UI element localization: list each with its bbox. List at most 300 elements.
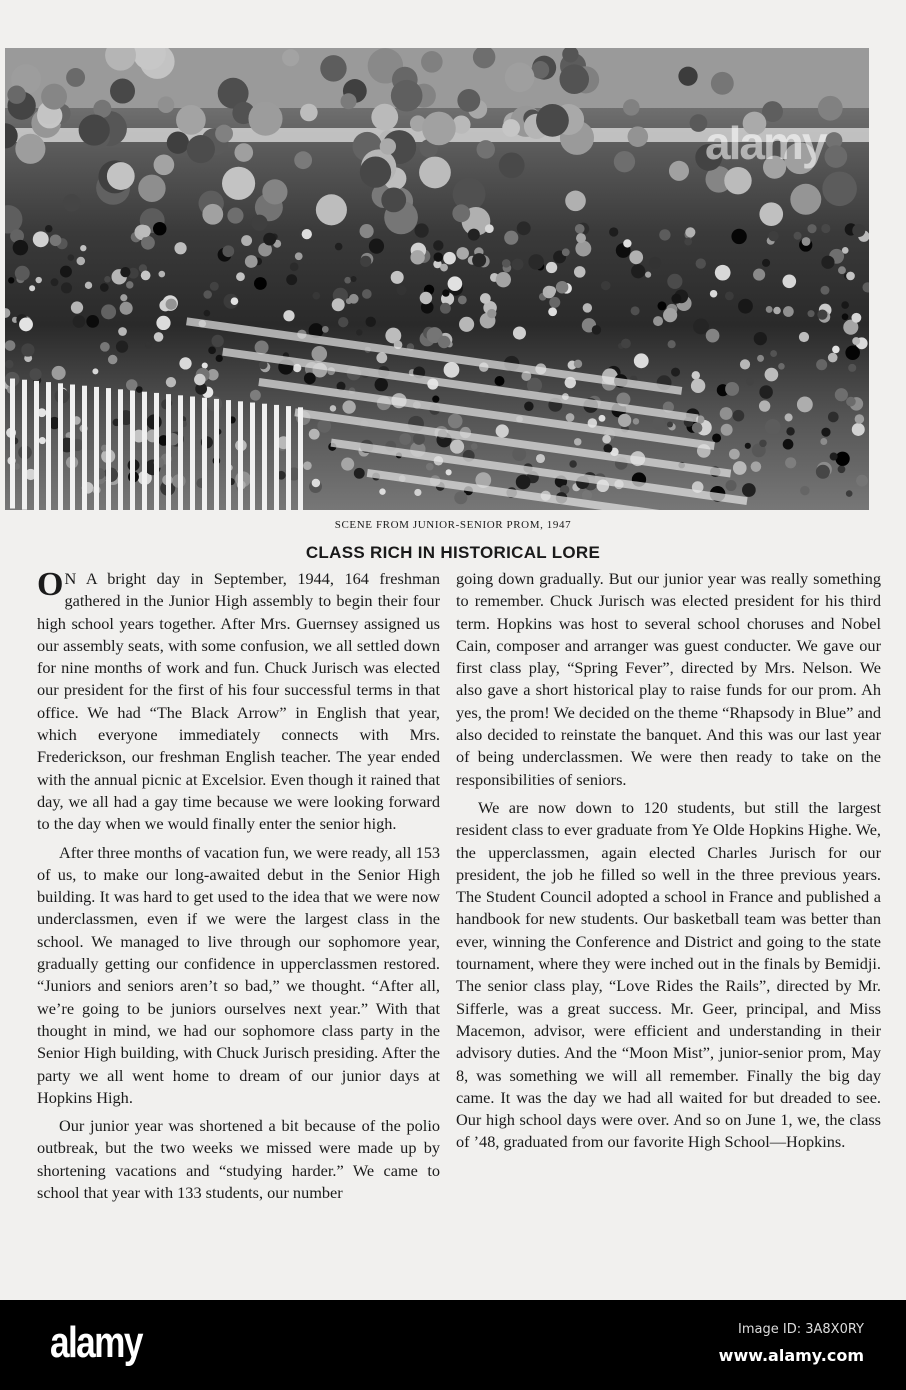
crowd-figure [468, 229, 480, 241]
fence-picket [190, 397, 195, 511]
crowd-figure [649, 257, 661, 269]
crowd-figure [816, 359, 827, 370]
crowd-figure [283, 310, 294, 321]
crowd-figure [116, 341, 128, 353]
crowd-figure [295, 252, 303, 260]
crowd-figure [309, 429, 320, 440]
crowd-figure [668, 340, 676, 348]
crowd-figure [759, 440, 766, 447]
balloon [759, 202, 783, 226]
crowd-figure [456, 247, 469, 260]
crowd-figure [753, 269, 765, 281]
balloon [227, 208, 243, 224]
crowd-figure [231, 297, 239, 305]
crowd-figure [85, 282, 92, 289]
watermark-footer [0, 1300, 906, 1390]
crowd-figure [667, 274, 682, 289]
fence-picket [82, 386, 87, 510]
crowd-figure [807, 310, 814, 317]
crowd-figure [158, 271, 165, 278]
crowd-figure [848, 364, 856, 372]
crowd-figure [546, 262, 557, 273]
crowd-figure [566, 413, 575, 422]
article-right-column [456, 568, 881, 1160]
crowd-figure [838, 465, 846, 473]
crowd-figure [216, 355, 223, 362]
fence-picket [46, 382, 51, 510]
balloon [477, 140, 495, 158]
alamy-logo: alamy [50, 1318, 142, 1367]
balloon [565, 191, 586, 212]
crowd-figure [536, 454, 545, 463]
crowd-figure [236, 272, 245, 281]
crowd-figure [338, 317, 348, 327]
crowd-figure [86, 315, 99, 328]
crowd-figure [45, 225, 53, 233]
crowd-figure [845, 345, 860, 360]
crowd-figure [485, 224, 494, 233]
drop-cap: O [37, 566, 64, 603]
crowd-figure [290, 262, 299, 271]
crowd-figure [663, 308, 677, 322]
crowd-figure [821, 256, 834, 269]
balloon [41, 84, 67, 110]
crowd-figure [438, 336, 450, 348]
crowd-figure [145, 342, 152, 349]
crowd-figure [222, 245, 234, 257]
crowd-figure [472, 253, 486, 267]
fence-picket [58, 383, 63, 510]
balloon [452, 204, 470, 222]
balloon [790, 184, 821, 215]
balloon [502, 119, 520, 137]
crowd-figure [742, 483, 756, 497]
crowd-figure [118, 327, 127, 336]
balloon [107, 162, 135, 190]
crowd-figure [303, 461, 312, 470]
crowd-figure [100, 342, 110, 352]
balloon [422, 112, 456, 146]
crowd-figure [19, 317, 33, 331]
crowd-figure [816, 465, 830, 479]
crowd-figure [785, 457, 796, 468]
crowd-figure [480, 293, 491, 304]
crowd-figure [434, 252, 443, 261]
crowd-figure [52, 366, 66, 380]
crowd-figure [410, 250, 424, 264]
crowd-figure [783, 439, 794, 450]
crowd-figure [208, 347, 216, 355]
crowd-figure [547, 286, 556, 295]
crowd-figure [821, 428, 830, 437]
crowd-figure [800, 486, 809, 495]
fence-picket [298, 407, 303, 510]
article-title: CLASS RICH IN HISTORICAL LORE [305, 543, 601, 562]
paragraph [37, 568, 440, 836]
crowd-figure [778, 363, 785, 370]
crowd-figure [414, 489, 421, 496]
balloon [154, 154, 175, 175]
fence-picket [130, 391, 135, 511]
crowd-figure [838, 266, 846, 274]
crowd-figure [51, 278, 59, 286]
crowd-figure [330, 405, 336, 411]
crowd-figure [487, 309, 496, 318]
crowd-figure [302, 229, 312, 239]
balloon [724, 167, 751, 194]
crowd-figure [582, 490, 592, 500]
fence-picket [238, 401, 243, 510]
crowd-figure [120, 302, 133, 315]
crowd-figure [344, 277, 351, 284]
crowd-figure [846, 490, 853, 497]
crowd-figure [141, 271, 151, 281]
crowd-figure [765, 368, 779, 382]
balloon [15, 134, 45, 164]
crowd-figure [671, 294, 681, 304]
crowd-figure [153, 222, 166, 235]
crowd-figure [733, 461, 747, 475]
crowd-figure [574, 438, 581, 445]
crowd-figure [156, 316, 170, 330]
fence-picket [10, 379, 15, 509]
crowd-figure [692, 371, 700, 379]
crowd-figure [631, 306, 640, 315]
crowd-figure [602, 435, 611, 444]
crowd-figure [61, 282, 72, 293]
fence-picket [70, 385, 75, 511]
photo-caption: SCENE FROM JUNIOR-SENIOR PROM, 1947 [334, 519, 572, 531]
crowd-figure [706, 329, 720, 343]
crowd-figure [203, 290, 212, 299]
crowd-figure [174, 242, 186, 254]
crowd-figure [341, 458, 354, 471]
crowd-figure [369, 239, 384, 254]
crowd-figure [685, 227, 695, 237]
crowd-figure [852, 423, 865, 436]
crowd-figure [391, 271, 404, 284]
crowd-figure [740, 359, 750, 369]
crowd-figure [516, 475, 531, 490]
balloon [158, 96, 175, 113]
crowd-figure [766, 306, 773, 313]
balloon [381, 187, 406, 212]
crowd-figure [846, 272, 855, 281]
crowd-figure [322, 326, 329, 333]
crowd-figure [846, 397, 856, 407]
crowd-figure [603, 444, 612, 453]
crowd-figure [855, 414, 865, 424]
crowd-figure [440, 264, 448, 272]
crowd-figure [726, 480, 737, 491]
crowd-figure [442, 289, 449, 296]
balloon [187, 135, 215, 163]
crowd-figure [448, 276, 463, 291]
fence-picket [202, 398, 207, 510]
balloon [222, 167, 255, 200]
crowd-figure [101, 304, 116, 319]
crowd-figure [671, 368, 680, 377]
crowd-figure [548, 307, 557, 316]
balloon [391, 80, 423, 112]
crowd-figure [693, 318, 709, 334]
balloon [711, 72, 734, 95]
crowd-figure [721, 424, 733, 436]
crowd-figure [785, 413, 793, 421]
crowd-figure [725, 382, 739, 396]
balloon [282, 49, 299, 66]
watermark-logo: alamy [705, 117, 826, 169]
crowd-figure [621, 339, 631, 349]
crowd-figure [375, 378, 388, 391]
crowd-figure [762, 259, 770, 267]
crowd-figure [33, 231, 49, 247]
balloon [419, 157, 451, 189]
crowd-figure [835, 452, 849, 466]
crowd-figure [802, 237, 811, 246]
crowd-figure [569, 460, 576, 467]
fence-picket [94, 387, 99, 510]
article-left-column [37, 568, 440, 1210]
crowd-figure [263, 233, 276, 246]
crowd-figure [414, 223, 428, 237]
balloon [63, 194, 81, 212]
crowd-figure [100, 283, 109, 292]
crowd-figure [575, 241, 591, 257]
crowd-figure [851, 313, 861, 323]
crowd-figure [633, 418, 639, 424]
crowd-figure [731, 229, 746, 244]
fence-picket [214, 399, 219, 510]
crowd-figure [799, 332, 809, 342]
crowd-figure [255, 340, 269, 354]
crowd-figure [746, 378, 754, 386]
crowd-figure [657, 301, 666, 310]
fence-picket [286, 406, 291, 510]
crowd-figure [830, 453, 838, 461]
balloon [825, 145, 848, 168]
fence-picket [226, 400, 231, 510]
crowd-figure [210, 282, 219, 291]
balloon [79, 115, 110, 146]
crowd-figure [495, 376, 505, 386]
paragraph: After three months of vacation fun, we were ready, all 153 of us, to make our long-awaited debut in the Senior High building. It was hard to get used to the idea that we were now underclassmen, even if we were the largest class in the school. We managed to live through our sophomore year, gradually getting our confidence in upperclassmen restored. “Juniors and seniors aren’t so bad,” we thought. “After all, we’re going to be juniors ourselves next year.” With that thought in mind, we had our sophomore class party in the Senior High building, with Chuck Jurisch presiding. After the party we all went home to dream of our junior days at Hopkins High. [37, 842, 440, 1107]
crowd-figure [71, 301, 83, 313]
crowd-figure [376, 352, 387, 363]
crowd-figure [360, 256, 371, 267]
crowd-figure [832, 346, 840, 354]
balloon [628, 126, 649, 147]
crowd-figure [562, 248, 570, 256]
balloon [360, 156, 391, 187]
crowd-figure [204, 310, 211, 317]
crowd-figure [342, 400, 355, 413]
crowd-figure [73, 315, 86, 328]
crowd-figure [126, 379, 137, 390]
crowd-figure [574, 360, 582, 368]
crowd-figure [513, 327, 526, 340]
balloon [176, 105, 206, 135]
paragraph: going down gradually. But our junior year was really something to remember. Chuck Jurisch was elected president for his third term. Hopkins was host to several school choruses and Nobel Cain, composer and arranger was guest conducter. We gave our first class play, “Spring Fever”, directed by Mrs. Nelson. We also gave a short historical play to raise funds for our prom. Ah yes, the prom! We decided on the theme “Rhapsody in Blue” and also decided to reinstate the banquet. And this was our last year of being underclassmen. We were then ready to take on the responsibilities of seniors. [456, 569, 881, 789]
balloon [614, 151, 635, 172]
fence-picket [250, 403, 255, 511]
crowd-figure [92, 368, 98, 374]
crowd-figure [835, 388, 848, 401]
crowd-figure [575, 224, 585, 234]
crowd-figure [211, 335, 223, 347]
crowd-figure [241, 235, 252, 246]
balloon [380, 138, 396, 154]
crowd-figure [304, 372, 316, 384]
crowd-figure [852, 337, 860, 345]
crowd-figure [80, 245, 86, 251]
crowd-figure [120, 267, 130, 277]
crowd-figure [454, 491, 467, 504]
crowd-figure [458, 295, 467, 304]
crowd-figure [715, 265, 731, 281]
balloon [248, 102, 282, 136]
crowd-figure [692, 422, 703, 433]
crowd-figure [653, 316, 663, 326]
crowd-figure [623, 239, 631, 247]
crowd-figure [768, 231, 778, 241]
paragraph-text: N A bright day in September, 1944, 164 freshman gathered in the Junior High assembly to begin their four high school years together. After Mrs. Guernsey assigned us our assembly seats, with some confusion, we all settled down for nine months of work and fun. Chuck Jurisch was elected our president for the first of his four successful terms in that office. We had “The Black Arrow” in English that year, which everyone immediately connects with Mrs. Frederickson, our freshman English teacher. The year ended with the annual picnic at Excelsior. Even though it rained that day, we all had a gay time because we were looking forward to the day when we would finally enter the senior high. [37, 569, 440, 834]
crowd-figure [504, 231, 518, 245]
crowd-figure [645, 272, 651, 278]
crowd-figure [426, 463, 434, 471]
balloon [320, 55, 346, 81]
fence-picket [106, 388, 111, 510]
crowd-figure [138, 225, 150, 237]
balloon [202, 204, 223, 225]
crowd-figure [807, 224, 816, 233]
crowd-figure [104, 276, 111, 283]
fence-picket [178, 395, 183, 510]
crowd-figure [166, 299, 177, 310]
crowd-figure [396, 285, 406, 295]
crowd-figure [36, 277, 42, 283]
crowd-figure [194, 374, 206, 386]
crowd-figure [444, 362, 460, 378]
crowd-figure [783, 306, 794, 317]
crowd-figure [821, 224, 830, 233]
crowd-figure [786, 427, 794, 435]
crowd-figure [432, 396, 439, 403]
image-id: Image ID: 3A8X0RY [738, 1322, 864, 1337]
site-url[interactable]: www.alamy.com [718, 1346, 864, 1365]
crowd-figure [754, 332, 767, 345]
crowd-figure [574, 266, 586, 278]
crowd-figure [108, 355, 117, 364]
balloon [623, 99, 640, 116]
balloon [234, 143, 253, 162]
crowd-figure [765, 419, 781, 435]
balloon [669, 161, 689, 181]
crowd-figure [496, 272, 511, 287]
balloon [499, 152, 525, 178]
crowd-figure [136, 386, 143, 393]
balloon [300, 104, 318, 122]
crowd-figure [738, 299, 753, 314]
crowd-figure [629, 250, 643, 264]
crowd-figure [696, 258, 706, 268]
crowd-figure [5, 308, 10, 318]
balloon [316, 194, 347, 225]
crowd-figure [179, 357, 191, 369]
crowd-figure [583, 303, 592, 312]
crowd-figure [379, 488, 385, 494]
crowd-figure [729, 449, 740, 460]
crowd-figure [601, 281, 610, 290]
crowd-figure [440, 303, 451, 314]
crowd-figure [29, 285, 35, 291]
balloon [66, 68, 85, 87]
crowd-figure [733, 410, 745, 422]
crowd-figure [366, 317, 376, 327]
crowd-figure [817, 310, 827, 320]
crowd-figure [502, 259, 511, 268]
fence-picket [22, 380, 27, 510]
crowd-figure [782, 274, 796, 288]
fence-picket [154, 393, 159, 510]
paragraph: Our junior year was shortened a bit because of the polio outbreak, but the two weeks we missed were made up by shortening vacations and “studying harder.” We came to school that year with 133 students, our number [37, 1116, 440, 1203]
crowd-figure [842, 313, 849, 320]
crowd-figure [841, 301, 849, 309]
crowd-figure [759, 400, 770, 411]
crowd-figure [634, 353, 649, 368]
crowd-figure [154, 332, 164, 342]
crowd-figure [828, 353, 838, 363]
crowd-figure [312, 292, 320, 300]
fence-picket [262, 404, 267, 510]
crowd-figure [141, 236, 155, 250]
balloon [294, 151, 312, 169]
crowd-figure [126, 281, 133, 288]
crowd-figure [757, 355, 764, 362]
crowd-figure [351, 276, 357, 282]
crowd-figure [15, 266, 30, 281]
balloon [215, 125, 233, 143]
crowd-figure [413, 433, 425, 445]
crowd-figure [592, 325, 601, 334]
balloon [421, 51, 443, 73]
crowd-figure [356, 329, 362, 335]
crowd-figure [245, 255, 258, 268]
fence-picket [166, 394, 171, 510]
crowd-figure [549, 297, 560, 308]
crowd-figure [13, 240, 28, 255]
crowd-figure [166, 377, 176, 387]
crowd-figure [360, 224, 374, 238]
crowd-figure [797, 397, 813, 413]
crowd-figure [450, 440, 464, 454]
balloon [167, 132, 189, 154]
crowd-figure [618, 414, 631, 427]
balloon [371, 104, 398, 131]
crowd-figure [312, 346, 328, 362]
crowd-figure [120, 294, 127, 301]
crowd-figure [60, 266, 72, 278]
crowd-figure [5, 360, 14, 369]
crowd-figure [609, 227, 618, 236]
crowd-figure [362, 289, 372, 299]
crowd-figure [659, 229, 670, 240]
crowd-figure [528, 254, 543, 269]
crowd-figure [691, 379, 705, 393]
balloon [5, 123, 18, 148]
balloon [457, 89, 480, 112]
balloon [822, 171, 857, 206]
